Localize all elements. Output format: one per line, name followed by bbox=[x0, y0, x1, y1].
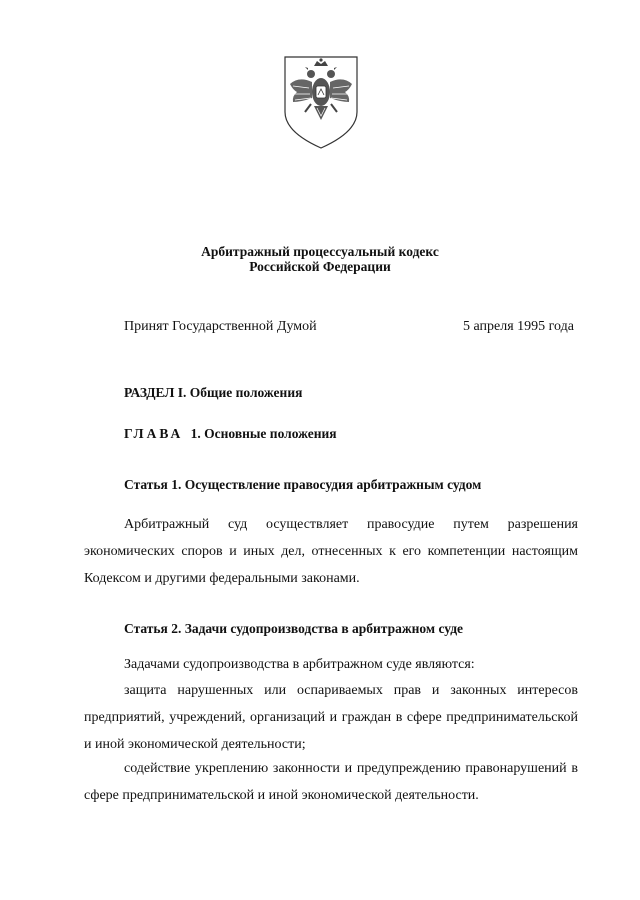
title-line-2: Российской Федерации bbox=[249, 259, 391, 274]
document-title bbox=[0, 244, 640, 274]
chapter-title: 1. Основные положения bbox=[190, 426, 337, 441]
section-label: РАЗДЕЛ bbox=[124, 385, 175, 400]
article-2-item-2: содействие укреплению законности и предупреждению правонарушений в сфере предпринимательской и иной экономической деятельности. bbox=[84, 761, 578, 803]
adopted-date: 5 апреля 1995 года bbox=[463, 319, 574, 334]
section-title: I. Общие положения bbox=[177, 385, 303, 400]
coat-of-arms-icon bbox=[281, 54, 361, 150]
chapter-heading bbox=[124, 426, 337, 442]
chapter-label: ГЛАВА bbox=[124, 426, 184, 441]
title-line-1: Арбитражный процессуальный кодекс bbox=[201, 244, 439, 259]
article-1-heading: Статья 1. Осуществление правосудия арбитражным судом bbox=[124, 477, 482, 492]
article-1-text: Арбитражный суд осуществляет правосудие путем разрешения экономических споров и иных дел, отнесенных к его компетенции настоящим Кодексом и другими федеральными законами. bbox=[84, 517, 578, 586]
adopted-by: Принят Государственной Думой bbox=[124, 319, 317, 334]
article-2-intro: Задачами судопроизводства в арбитражном суде являются: bbox=[124, 657, 475, 672]
article-2-heading: Статья 2. Задачи судопроизводства в арбитражном суде bbox=[124, 621, 464, 636]
article-2-item-1: защита нарушенных или оспариваемых прав и законных интересов предприятий, учреждений, организаций и граждан в сфере предпринимательской и иной экономической деятельности; bbox=[84, 683, 578, 752]
adoption-line bbox=[124, 319, 574, 337]
section-heading bbox=[124, 385, 302, 401]
